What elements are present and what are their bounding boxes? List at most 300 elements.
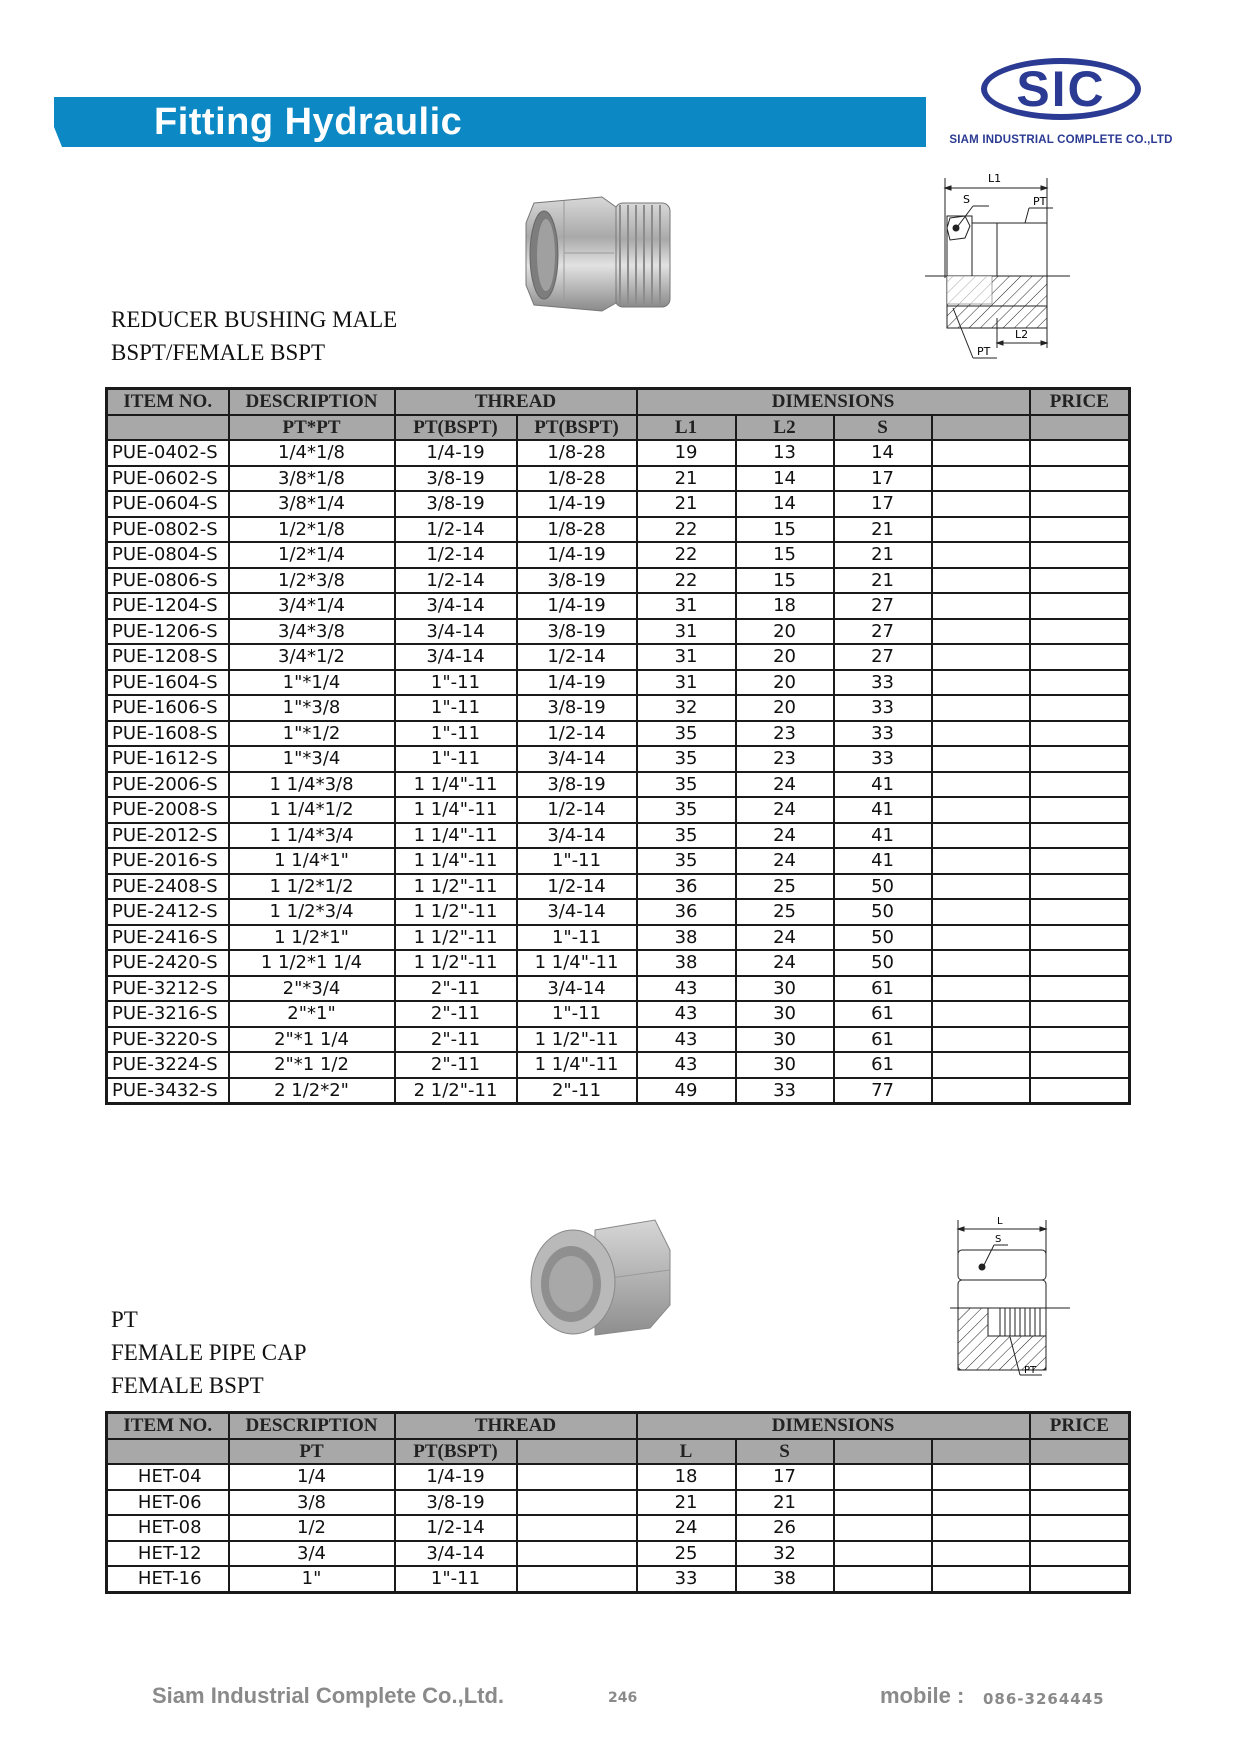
cell-l1: 35	[637, 746, 736, 772]
subheader-empty	[932, 415, 1030, 441]
cell-t1: 2"-11	[395, 1027, 517, 1053]
header-description: DESCRIPTION	[229, 389, 395, 415]
cell-desc: 3/8*1/8	[229, 466, 395, 492]
cell-empty	[834, 1464, 932, 1490]
cell-l1: 43	[637, 1052, 736, 1078]
cell-s: 41	[834, 848, 932, 874]
logo-company-name: SIAM INDUSTRIAL COMPLETE CO.,LTD	[949, 134, 1173, 146]
cell-l2: 23	[736, 746, 834, 772]
header-description: DESCRIPTION	[229, 1413, 395, 1439]
cell-s: 41	[834, 823, 932, 849]
cell-l: 21	[637, 1490, 736, 1516]
table-row	[107, 1001, 1130, 1027]
cell-l2: 33	[736, 1078, 834, 1104]
page-number: 246	[608, 1690, 638, 1706]
cell-empty	[932, 1490, 1030, 1516]
section1-title-line-2: BSPT/FEMALE BSPT	[111, 340, 326, 365]
cell-desc: 1"*1/2	[229, 721, 395, 747]
cell-t1: 1 1/4"-11	[395, 797, 517, 823]
cell-item: PUE-2412-S	[107, 899, 229, 925]
cell-t1: 1/2-14	[395, 517, 517, 543]
cell-desc: 2"*3/4	[229, 976, 395, 1002]
table-header-row	[107, 389, 1130, 415]
pipe-cap-photo-icon	[525, 1210, 675, 1350]
footer-mobile-number: 086-3264445	[983, 1690, 1105, 1708]
cell-l1: 21	[637, 491, 736, 517]
table-row	[107, 568, 1130, 594]
cell-l2: 24	[736, 848, 834, 874]
cell-empty	[517, 1541, 637, 1567]
cell-empty	[932, 593, 1030, 619]
reducer-bushing-table-body	[107, 440, 1130, 1104]
cell-desc: 1"*3/4	[229, 746, 395, 772]
subheader-thread-2: PT(BSPT)	[517, 415, 637, 441]
cell-item: HET-12	[107, 1541, 229, 1567]
cell-t2: 1/2-14	[517, 797, 637, 823]
cell-l: 33	[637, 1566, 736, 1592]
cell-t1: 1"-11	[395, 746, 517, 772]
cell-empty	[932, 440, 1030, 466]
cell-item: PUE-3432-S	[107, 1078, 229, 1104]
cell-price	[1030, 517, 1130, 543]
cell-desc: 1 1/2*1"	[229, 925, 395, 951]
cell-t2: 1 1/4"-11	[517, 950, 637, 976]
cell-l1: 31	[637, 619, 736, 645]
cell-item: PUE-1204-S	[107, 593, 229, 619]
cell-price	[1030, 772, 1130, 798]
cell-price	[1030, 1078, 1130, 1104]
cell-l2: 20	[736, 695, 834, 721]
subheader-empty	[834, 1439, 932, 1465]
cell-s: 21	[834, 517, 932, 543]
cell-l2: 13	[736, 440, 834, 466]
cell-desc: 3/8	[229, 1490, 395, 1516]
diagram-label-l2: L2	[1015, 328, 1029, 341]
cell-l1: 31	[637, 593, 736, 619]
cell-desc: 1 1/2*3/4	[229, 899, 395, 925]
cell-desc: 3/4	[229, 1541, 395, 1567]
cell-empty	[932, 1515, 1030, 1541]
cell-desc: 1/2*1/8	[229, 517, 395, 543]
cell-l1: 22	[637, 542, 736, 568]
cell-empty	[834, 1490, 932, 1516]
cell-l1: 31	[637, 670, 736, 696]
cell-empty	[517, 1566, 637, 1592]
table-row	[107, 1052, 1130, 1078]
cell-empty	[932, 517, 1030, 543]
cell-l1: 35	[637, 823, 736, 849]
cell-s: 61	[834, 976, 932, 1002]
section2-title	[111, 1303, 307, 1402]
table-row	[107, 1078, 1130, 1104]
cell-item: HET-06	[107, 1490, 229, 1516]
footer-company-name: Siam Industrial Complete Co.,Ltd.	[152, 1683, 505, 1708]
section1-title	[111, 303, 397, 369]
header-price: PRICE	[1030, 389, 1130, 415]
cell-empty	[932, 874, 1030, 900]
cell-l1: 36	[637, 899, 736, 925]
subheader-empty	[107, 1439, 229, 1465]
cell-t1: 3/4-14	[395, 1541, 517, 1567]
cell-price	[1030, 1566, 1130, 1592]
cell-s: 21	[736, 1490, 834, 1516]
cell-desc: 2"*1 1/2	[229, 1052, 395, 1078]
subheader-thread-1: PT(BSPT)	[395, 415, 517, 441]
cell-desc: 1 1/4*3/8	[229, 772, 395, 798]
cell-desc: 1 1/4*1/2	[229, 797, 395, 823]
cell-s: 32	[736, 1541, 834, 1567]
cell-item: PUE-2420-S	[107, 950, 229, 976]
subheader-l1: L1	[637, 415, 736, 441]
cell-price	[1030, 797, 1130, 823]
cell-s: 50	[834, 899, 932, 925]
cell-price	[1030, 542, 1130, 568]
cell-t2: 3/8-19	[517, 772, 637, 798]
cell-desc: 2"*1 1/4	[229, 1027, 395, 1053]
table-row	[107, 542, 1130, 568]
cell-t2: 1/4-19	[517, 593, 637, 619]
cell-empty	[517, 1515, 637, 1541]
subheader-empty	[932, 1439, 1030, 1465]
cell-t1: 3/8-19	[395, 466, 517, 492]
cell-t1: 1 1/2"-11	[395, 950, 517, 976]
cell-empty	[932, 976, 1030, 1002]
cell-l: 24	[637, 1515, 736, 1541]
cell-empty	[932, 1001, 1030, 1027]
table-row	[107, 466, 1130, 492]
cell-price	[1030, 1027, 1130, 1053]
cell-t2: 1/4-19	[517, 491, 637, 517]
cell-desc: 1/2	[229, 1515, 395, 1541]
diagram-label-pt: PT	[1024, 1365, 1037, 1376]
cell-desc: 1 1/2*1/2	[229, 874, 395, 900]
cell-l2: 30	[736, 1052, 834, 1078]
cell-t2: 3/8-19	[517, 695, 637, 721]
cell-l1: 35	[637, 848, 736, 874]
cell-t1: 3/4-14	[395, 619, 517, 645]
cell-item: HET-16	[107, 1566, 229, 1592]
cell-item: PUE-0804-S	[107, 542, 229, 568]
cell-l2: 15	[736, 542, 834, 568]
cell-s: 33	[834, 721, 932, 747]
cell-item: PUE-1604-S	[107, 670, 229, 696]
cell-desc: 1/2*3/8	[229, 568, 395, 594]
header-dimensions: DIMENSIONS	[637, 1413, 1030, 1439]
cell-empty	[932, 670, 1030, 696]
cell-empty	[517, 1464, 637, 1490]
cell-t2: 3/4-14	[517, 823, 637, 849]
cell-t2: 3/8-19	[517, 619, 637, 645]
cell-s: 17	[834, 491, 932, 517]
header-dimensions: DIMENSIONS	[637, 389, 1030, 415]
table-row	[107, 772, 1130, 798]
cell-price	[1030, 1001, 1130, 1027]
cell-empty	[932, 1566, 1030, 1592]
subheader-s: S	[834, 415, 932, 441]
subheader-l: L	[637, 1439, 736, 1465]
logo-text: SIC	[1016, 61, 1106, 117]
cell-s: 14	[834, 440, 932, 466]
table-header-row	[107, 1413, 1130, 1439]
cell-empty	[932, 772, 1030, 798]
cell-t2: 1/8-28	[517, 466, 637, 492]
cell-empty	[932, 925, 1030, 951]
cell-desc: 1"*3/8	[229, 695, 395, 721]
cell-t1: 1/2-14	[395, 568, 517, 594]
table-row	[107, 746, 1130, 772]
cell-t2: 1/2-14	[517, 874, 637, 900]
table-row	[107, 619, 1130, 645]
footer-mobile-label: mobile :	[880, 1683, 965, 1708]
cell-price	[1030, 1515, 1130, 1541]
cell-t1: 1 1/2"-11	[395, 874, 517, 900]
cell-t2: 2"-11	[517, 1078, 637, 1104]
table-row	[107, 593, 1130, 619]
cell-s: 21	[834, 568, 932, 594]
cell-price	[1030, 1052, 1130, 1078]
cell-l2: 20	[736, 670, 834, 696]
cell-empty	[932, 619, 1030, 645]
cell-desc: 1/4*1/8	[229, 440, 395, 466]
cell-item: PUE-3212-S	[107, 976, 229, 1002]
subheader-price	[1030, 1439, 1130, 1465]
cell-s: 27	[834, 644, 932, 670]
cell-l2: 24	[736, 772, 834, 798]
cell-s: 17	[834, 466, 932, 492]
cell-desc: 3/4*1/2	[229, 644, 395, 670]
cell-empty	[932, 491, 1030, 517]
cell-price	[1030, 1541, 1130, 1567]
pipe-cap-table-body	[107, 1464, 1130, 1592]
cell-l1: 36	[637, 874, 736, 900]
table-row	[107, 874, 1130, 900]
cell-price	[1030, 976, 1130, 1002]
cell-l1: 32	[637, 695, 736, 721]
cell-l1: 21	[637, 466, 736, 492]
cell-item: HET-08	[107, 1515, 229, 1541]
cell-s: 27	[834, 593, 932, 619]
cell-t2: 3/8-19	[517, 568, 637, 594]
table-row	[107, 721, 1130, 747]
subheader-thread-2	[517, 1439, 637, 1465]
cell-price	[1030, 670, 1130, 696]
cell-item: HET-04	[107, 1464, 229, 1490]
cell-item: PUE-1206-S	[107, 619, 229, 645]
cell-s: 61	[834, 1052, 932, 1078]
table-row	[107, 1566, 1130, 1592]
cell-t1: 1"-11	[395, 670, 517, 696]
cell-empty	[932, 848, 1030, 874]
reducer-bushing-table	[105, 387, 1131, 1105]
cell-t1: 1 1/2"-11	[395, 899, 517, 925]
cell-s: 77	[834, 1078, 932, 1104]
cell-l2: 24	[736, 823, 834, 849]
cell-price	[1030, 440, 1130, 466]
cell-price	[1030, 491, 1130, 517]
cell-item: PUE-3220-S	[107, 1027, 229, 1053]
cell-s: 41	[834, 772, 932, 798]
cell-s: 33	[834, 670, 932, 696]
cell-empty	[932, 899, 1030, 925]
pipe-cap-table	[105, 1411, 1131, 1594]
cell-price	[1030, 848, 1130, 874]
cell-l2: 15	[736, 568, 834, 594]
cell-empty	[932, 797, 1030, 823]
cell-desc: 1/2*1/4	[229, 542, 395, 568]
cell-l2: 30	[736, 976, 834, 1002]
cell-t1: 3/8-19	[395, 491, 517, 517]
table-subheader-row	[107, 1439, 1130, 1465]
cell-item: PUE-2006-S	[107, 772, 229, 798]
cell-item: PUE-1608-S	[107, 721, 229, 747]
cell-l1: 35	[637, 772, 736, 798]
section1-title-line-1: REDUCER BUSHING MALE	[111, 307, 398, 332]
cell-l2: 24	[736, 925, 834, 951]
subheader-thread-1: PT(BSPT)	[395, 1439, 517, 1465]
cell-price	[1030, 466, 1130, 492]
table-row	[107, 950, 1130, 976]
table-row	[107, 925, 1130, 951]
table-row	[107, 644, 1130, 670]
cell-l2: 24	[736, 950, 834, 976]
cell-item: PUE-1612-S	[107, 746, 229, 772]
reducer-bushing-photo-icon	[520, 185, 690, 325]
section2-title-line-3: FEMALE BSPT	[111, 1373, 264, 1398]
cell-l1: 43	[637, 1001, 736, 1027]
cell-t2: 1/8-28	[517, 517, 637, 543]
cell-t2: 1"-11	[517, 1001, 637, 1027]
cell-item: PUE-0802-S	[107, 517, 229, 543]
cell-s: 50	[834, 950, 932, 976]
cell-desc: 3/8*1/4	[229, 491, 395, 517]
header-item-no: ITEM NO.	[107, 389, 229, 415]
cell-l1: 38	[637, 925, 736, 951]
cell-empty	[932, 1027, 1030, 1053]
cell-t1: 1"-11	[395, 1566, 517, 1592]
cell-l2: 20	[736, 619, 834, 645]
cell-desc: 1"*1/4	[229, 670, 395, 696]
cell-t1: 1/4-19	[395, 1464, 517, 1490]
cell-t2: 1"-11	[517, 925, 637, 951]
cell-l2: 23	[736, 721, 834, 747]
cell-empty	[932, 1464, 1030, 1490]
cell-item: PUE-2416-S	[107, 925, 229, 951]
cell-price	[1030, 823, 1130, 849]
subheader-empty	[107, 415, 229, 441]
cell-empty	[834, 1541, 932, 1567]
cell-t2: 1/2-14	[517, 644, 637, 670]
table-subheader-row	[107, 415, 1130, 441]
cell-price	[1030, 925, 1130, 951]
cell-l1: 22	[637, 568, 736, 594]
table-row	[107, 848, 1130, 874]
cell-price	[1030, 721, 1130, 747]
cell-s: 21	[834, 542, 932, 568]
cell-s: 50	[834, 925, 932, 951]
table-row	[107, 491, 1130, 517]
subheader-s: S	[736, 1439, 834, 1465]
table-row	[107, 695, 1130, 721]
cell-t2: 3/4-14	[517, 899, 637, 925]
cell-price	[1030, 950, 1130, 976]
table-row	[107, 517, 1130, 543]
cell-l2: 24	[736, 797, 834, 823]
cell-empty	[932, 1078, 1030, 1104]
cell-empty	[834, 1566, 932, 1592]
cell-item: PUE-3216-S	[107, 1001, 229, 1027]
table-row	[107, 1490, 1130, 1516]
cell-s: 38	[736, 1566, 834, 1592]
cell-t2: 1 1/4"-11	[517, 1052, 637, 1078]
cell-empty	[932, 823, 1030, 849]
page-title: Fitting Hydraulic	[154, 101, 463, 143]
cell-t2: 1/4-19	[517, 670, 637, 696]
cell-l2: 18	[736, 593, 834, 619]
cell-price	[1030, 899, 1130, 925]
cell-t1: 2"-11	[395, 1052, 517, 1078]
cell-item: PUE-3224-S	[107, 1052, 229, 1078]
cell-l1: 35	[637, 721, 736, 747]
pipe-cap-technical-diagram	[950, 1215, 1080, 1380]
cell-desc: 1/4	[229, 1464, 395, 1490]
cell-t1: 1/4-19	[395, 440, 517, 466]
cell-t1: 1"-11	[395, 721, 517, 747]
table-row	[107, 1515, 1130, 1541]
cell-item: PUE-2012-S	[107, 823, 229, 849]
cell-price	[1030, 746, 1130, 772]
cell-t1: 3/8-19	[395, 1490, 517, 1516]
cell-l1: 49	[637, 1078, 736, 1104]
cell-l1: 38	[637, 950, 736, 976]
cell-s: 33	[834, 746, 932, 772]
cell-l1: 43	[637, 976, 736, 1002]
cell-price	[1030, 644, 1130, 670]
diagram-label-pt-bottom: PT	[977, 345, 991, 358]
header-item-no: ITEM NO.	[107, 1413, 229, 1439]
cell-item: PUE-2408-S	[107, 874, 229, 900]
table-row	[107, 1027, 1130, 1053]
cell-desc: 1"	[229, 1566, 395, 1592]
header-price: PRICE	[1030, 1413, 1130, 1439]
table-row	[107, 1464, 1130, 1490]
cell-empty	[834, 1515, 932, 1541]
cell-item: PUE-2016-S	[107, 848, 229, 874]
cell-t2: 3/4-14	[517, 976, 637, 1002]
cell-empty	[932, 950, 1030, 976]
cell-l2: 25	[736, 899, 834, 925]
cell-s: 61	[834, 1001, 932, 1027]
header-thread: THREAD	[395, 389, 637, 415]
cell-price	[1030, 874, 1130, 900]
subheader-description: PT	[229, 1439, 395, 1465]
table-row	[107, 976, 1130, 1002]
cell-t1: 2"-11	[395, 1001, 517, 1027]
cell-s: 17	[736, 1464, 834, 1490]
cell-price	[1030, 619, 1130, 645]
cell-item: PUE-0602-S	[107, 466, 229, 492]
cell-empty	[932, 695, 1030, 721]
reducer-bushing-technical-diagram	[925, 168, 1100, 368]
cell-price	[1030, 1464, 1130, 1490]
company-logo	[945, 52, 1175, 152]
cell-l2: 25	[736, 874, 834, 900]
cell-t1: 3/4-14	[395, 644, 517, 670]
section2-title-line-1: PT	[111, 1307, 138, 1332]
cell-s: 26	[736, 1515, 834, 1541]
diagram-label-s: S	[963, 193, 970, 206]
cell-s: 33	[834, 695, 932, 721]
table-row	[107, 823, 1130, 849]
